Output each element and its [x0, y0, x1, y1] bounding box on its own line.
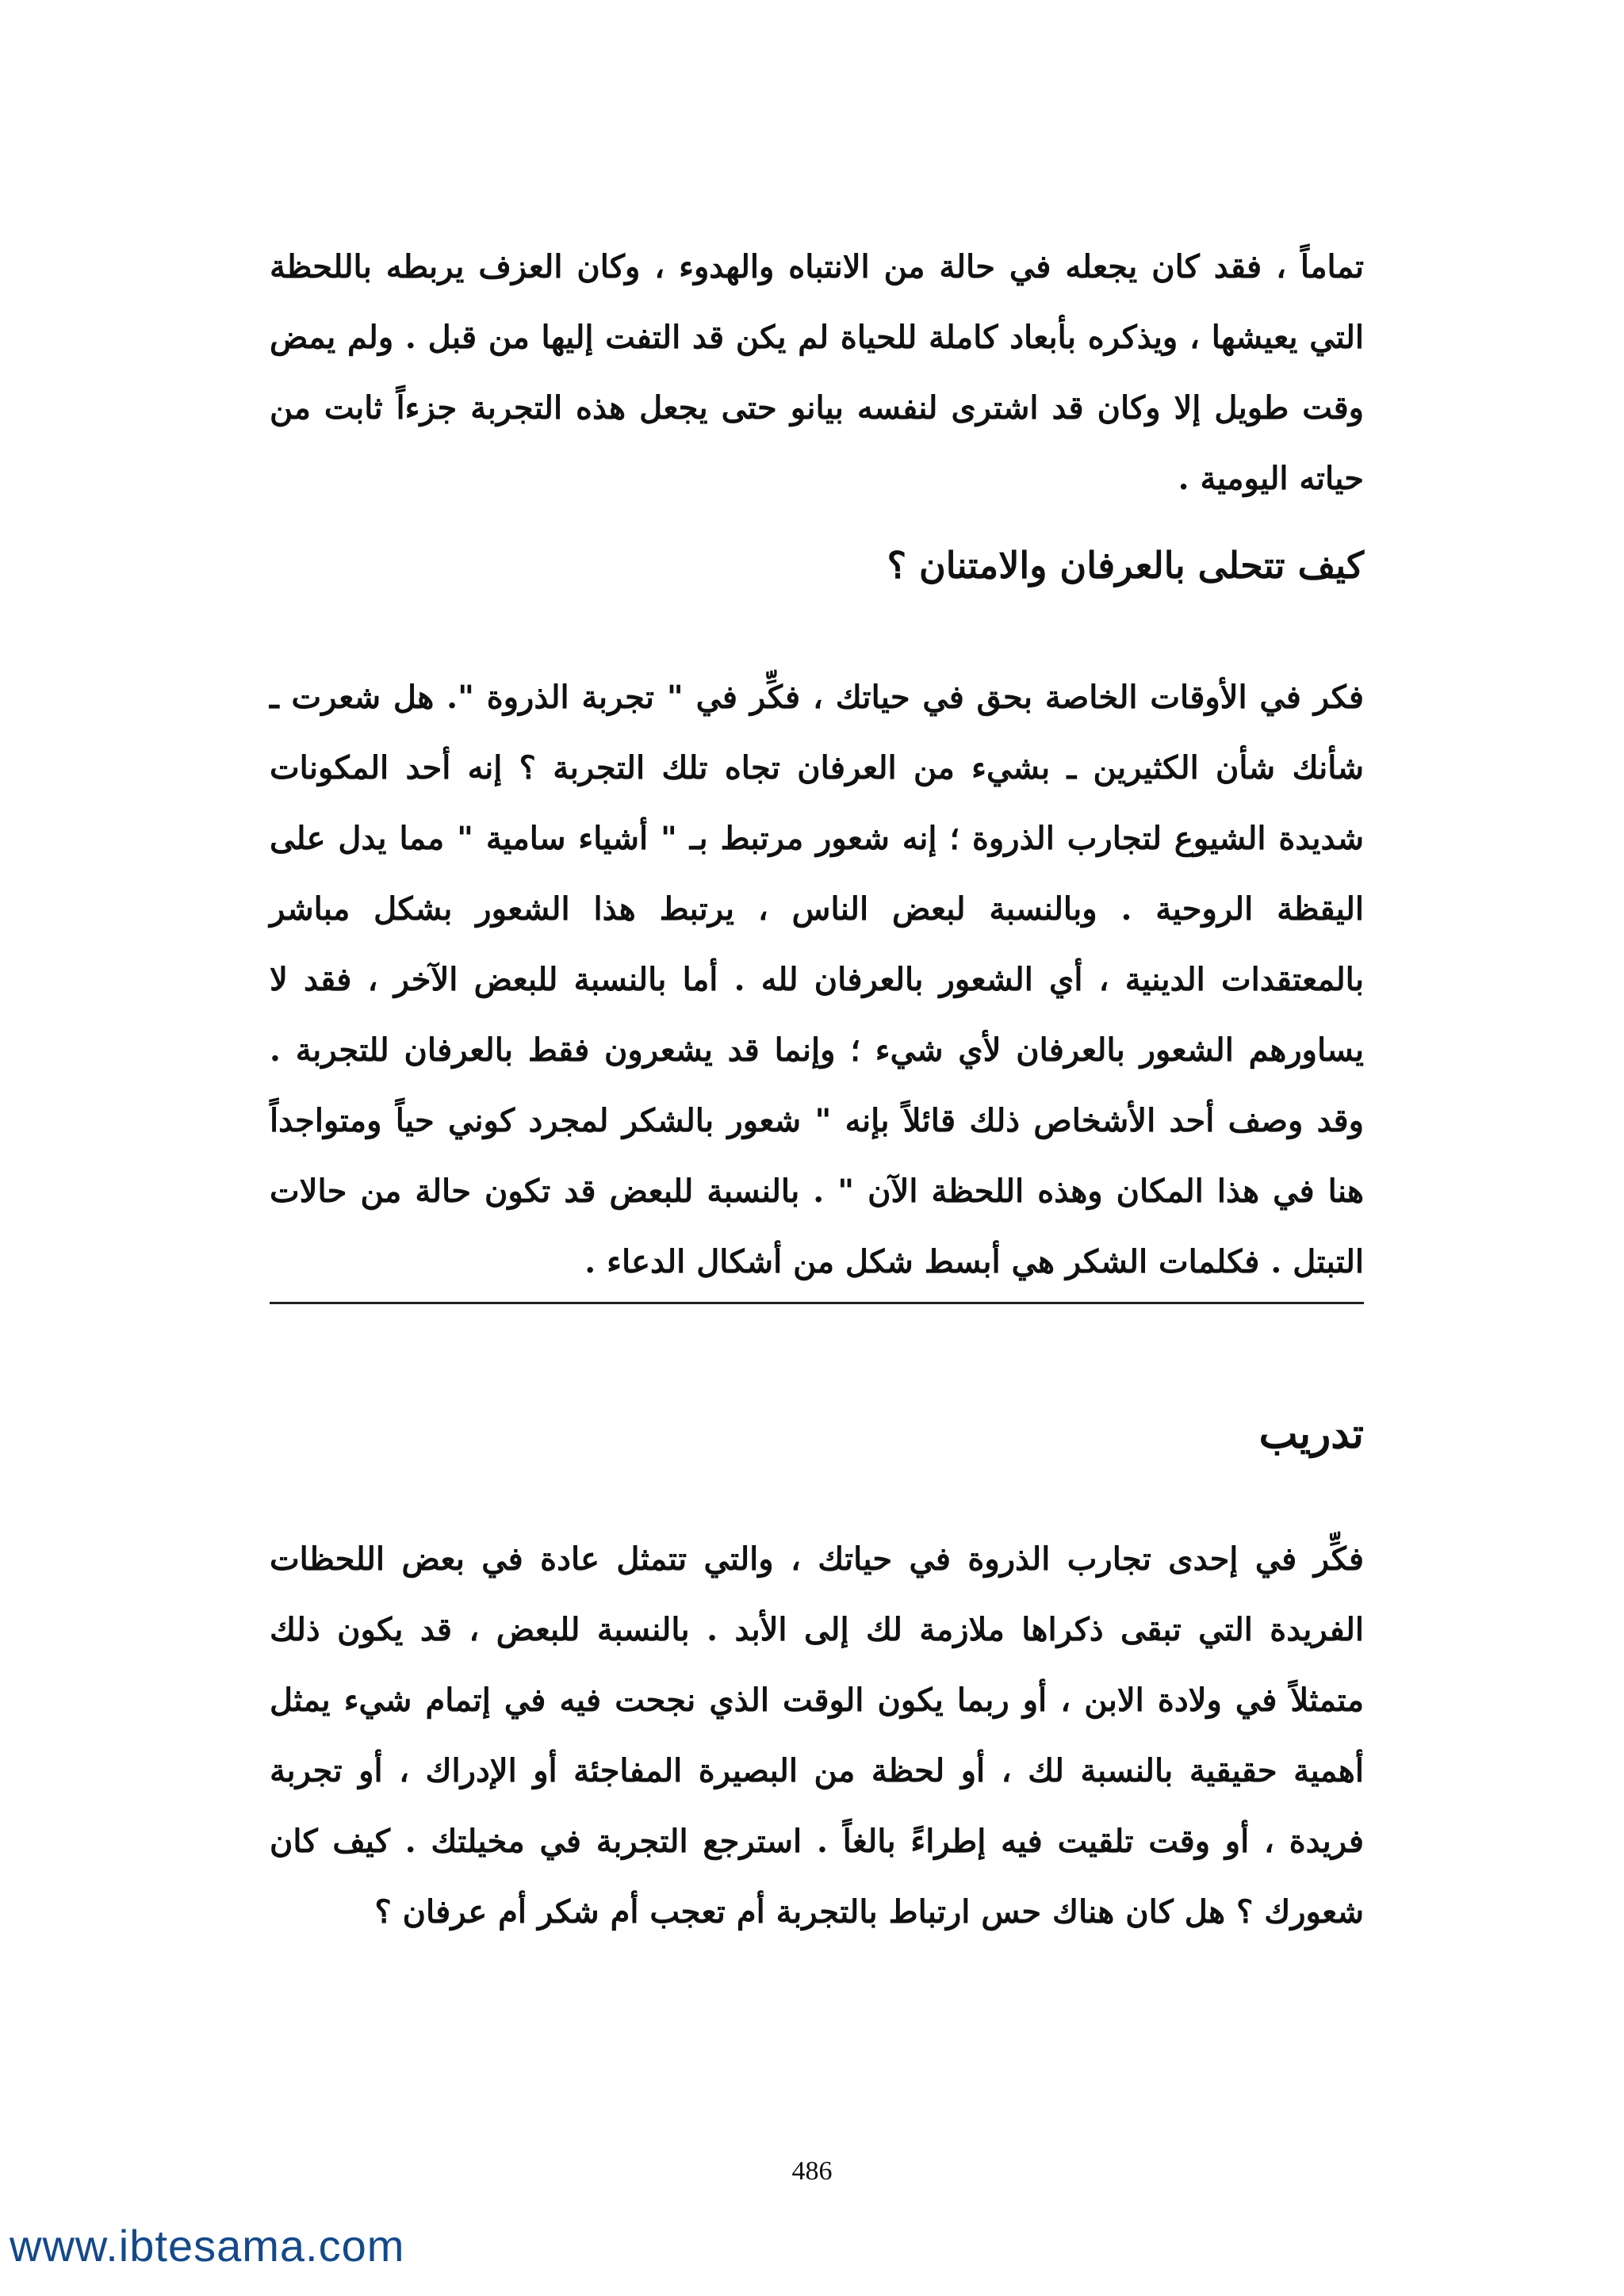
gratitude-paragraph: فكر في الأوقات الخاصة بحق في حياتك ، فكِّر في " تجربة الذروة ". هل شعرت ـ شأنك شأن الكثيرين ـ بشيء من العرفان تجاه تلك التجربة ؟ إنه أحد المكونات شديدة الشيوع لتجارب الذروة ؛ إنه شعور مرتبط بـ " أشياء سامية " مما يدل على اليقظة الروحية . وبالنسبة لبعض الناس ، يرتبط هذا الشعور بشكل مباشر بالمعتقدات الدينية ، أي الشعور بالعرفان لله . أما بالنسبة للبعض الآخر ، فقد لا يساورهم الشعور بالعرفان لأي شيء ؛ وإنما قد يشعرون فقط بالعرفان للتجربة . وقد وصف أحد الأشخاص ذلك قائلاً بإنه " شعور بالشكر لمجرد كوني حياً ومتواجداً هنا في هذا المكان وهذه اللحظة الآن " . بالنسبة للبعض قد تكون حالة من حالات التبتل . فكلمات الشكر هي أبسط شكل من أشكال الدعاء .: [270, 679, 1364, 1280]
exercise-paragraph: فكِّر في إحدى تجارب الذروة في حياتك ، والتي تتمثل عادة في بعض اللحظات الفريدة التي تبقى ذكراها ملازمة لك إلى الأبد . بالنسبة للبعض ، قد يكون ذلك متمثلاً في ولادة الابن ، أو ربما يكون الوقت الذي نجحت فيه في إتمام شيء يمثل أهمية حقيقية بالنسبة لك ، أو لحظة من البصيرة المفاجئة أو الإدراك ، أو تجربة فريدة ، أو وقت تلقيت فيه إطراءً بالغاً . استرجع التجربة في مخيلتك . كيف كان شعورك ؟ هل كان هناك حس ارتباط بالتجربة أم تعجب أم شكر أم عرفان ؟: [270, 1540, 1365, 1931]
section-heading-exercise: تدريب: [1258, 1410, 1364, 1459]
section-divider: [270, 1302, 1364, 1304]
section-heading-gratitude: كيف تتحلى بالعرفان والامتنان ؟: [887, 544, 1364, 587]
intro-paragraph: تماماً ، فقد كان يجعله في حالة من الانتباه والهدوء ، وكان العزف يربطه باللحظة التي يعيشها ، ويذكره بأبعاد كاملة للحياة لم يكن قد التفت إليها من قبل . ولم يمض وقت طويل إلا وكان قد اشترى لنفسه بيانو حتى يجعل هذه التجربة جزءاً ثابت من حياته اليومية .: [270, 248, 1364, 497]
page-number: 486: [791, 2156, 833, 2186]
watermark-url: www.ibtesama.com: [10, 2221, 405, 2271]
